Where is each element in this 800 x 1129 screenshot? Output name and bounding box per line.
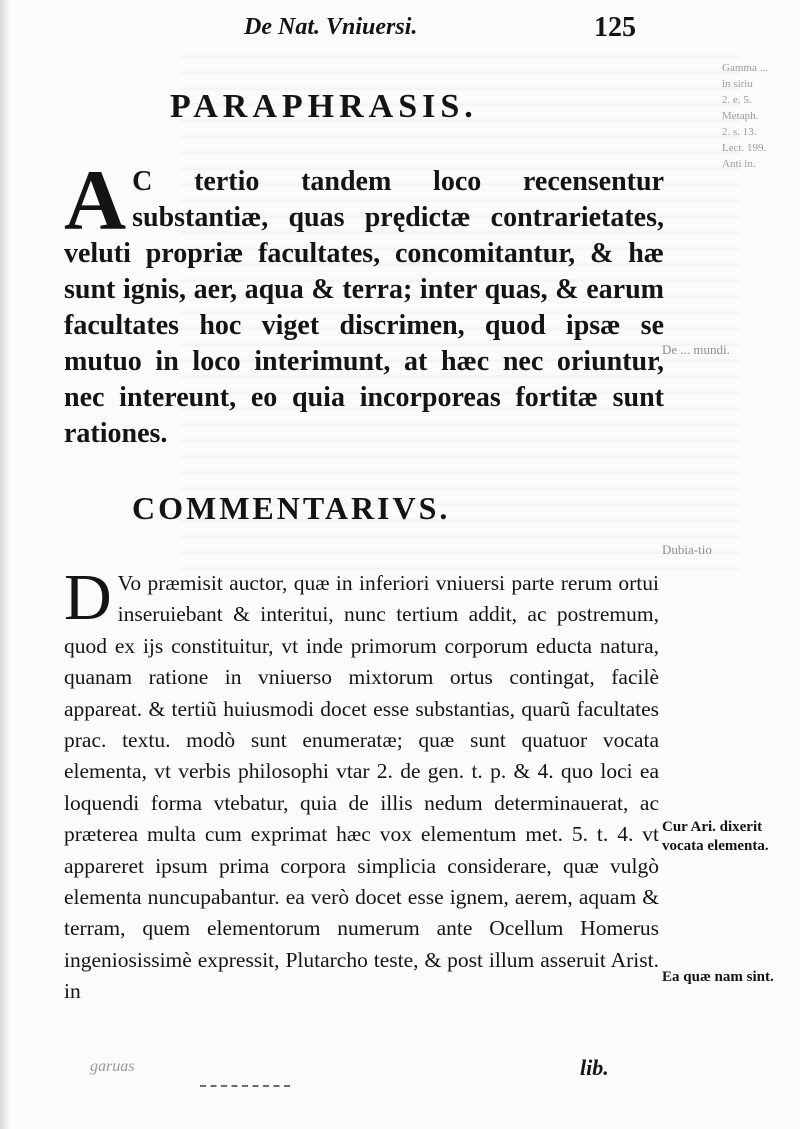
margin-top-note: Gamma ... [722,62,768,74]
margin-note-cur-aristoteles: Cur Ari. dixerit vocata elementa. [662,819,769,854]
margin-top-note: in siriu [722,78,753,90]
paraphrasis-body [64,152,664,452]
margin-top-note: 2. s. 13. [722,126,757,138]
bottom-rule [200,1085,290,1089]
margin-top-notes [722,60,792,172]
bleed-through-text: garuas [90,1058,135,1075]
margin-top-note: Lect. 199. [722,142,767,154]
margin-top-note: Anti in. [722,158,756,170]
commentarius-heading: COMMENTARIVS. [132,490,451,526]
page-number: 125 [594,12,636,43]
margin-top-note: 2. e. 5. [722,94,752,106]
margin-note-ea-quae: Ea quæ nam sint. [662,969,774,985]
paraphrasis-text: C tertio tandem loco recensentur substantiæ, quas prędictæ contrarietates, veluti propriæ facultates, concomitantur, & hæ sunt ignis, aer, aqua & terra; inter quas, & earum facultates hoc viget discrimen, quod ipsæ se mutuo in loco interimunt, at hæc nec oriuntur, nec intereunt, eo quia incorporeas fortitæ sunt rationes. [64,166,664,449]
commentarius-drop-cap: D [64,561,112,634]
margin-top-note: Metaph. [722,110,759,122]
commentarius-text: Vo præmisit auctor, quæ in inferiori vniuersi parte rerum ortui inseruiebant & interitui, nunc tertium addit, ac postremum, quod ex ijs constituitur, vt inde primorum corporum educta natura, quanam ratione in vniuerso mixtorum ortus contingat, facilè appareat. & tertiũ huiusmodi docet esse substantias, quarũ facultates prac. textu. modò sunt enumeratæ; quæ sunt quatuor vocata elementa, vt verbis philosophi vtar 2. de gen. t. p. & 4. quo loci ea loquendi forma vtebatur, quia de illis nedum determinauerat, ac præterea multa cum exprimat hæc vox elementum met. 5. t. 4. vt appareret ipsum prima corpora simplicia considerare, quæ vulgò elementa nuncupabantur. ea verò docet esse ignem, aerem, aquam & terram, quem elementorum numerum ante Ocellum Homerus ingeniosissimè expressit, Plutarcho teste, & post illum asseruit Arist. in [64,571,659,1004]
page-gutter-shadow [0,0,10,1129]
paraphrasis-heading: PARAPHRASIS. [170,88,478,125]
paraphrasis-drop-cap: A [64,152,127,248]
commentarius-body [64,561,659,1008]
faint-margin-note: De ... mundi. [662,342,730,357]
faint-margin-note: Dubia-tio [662,542,712,557]
catchword: lib. [580,1055,609,1080]
running-title: De Nat. Vniuersi. [244,14,418,40]
